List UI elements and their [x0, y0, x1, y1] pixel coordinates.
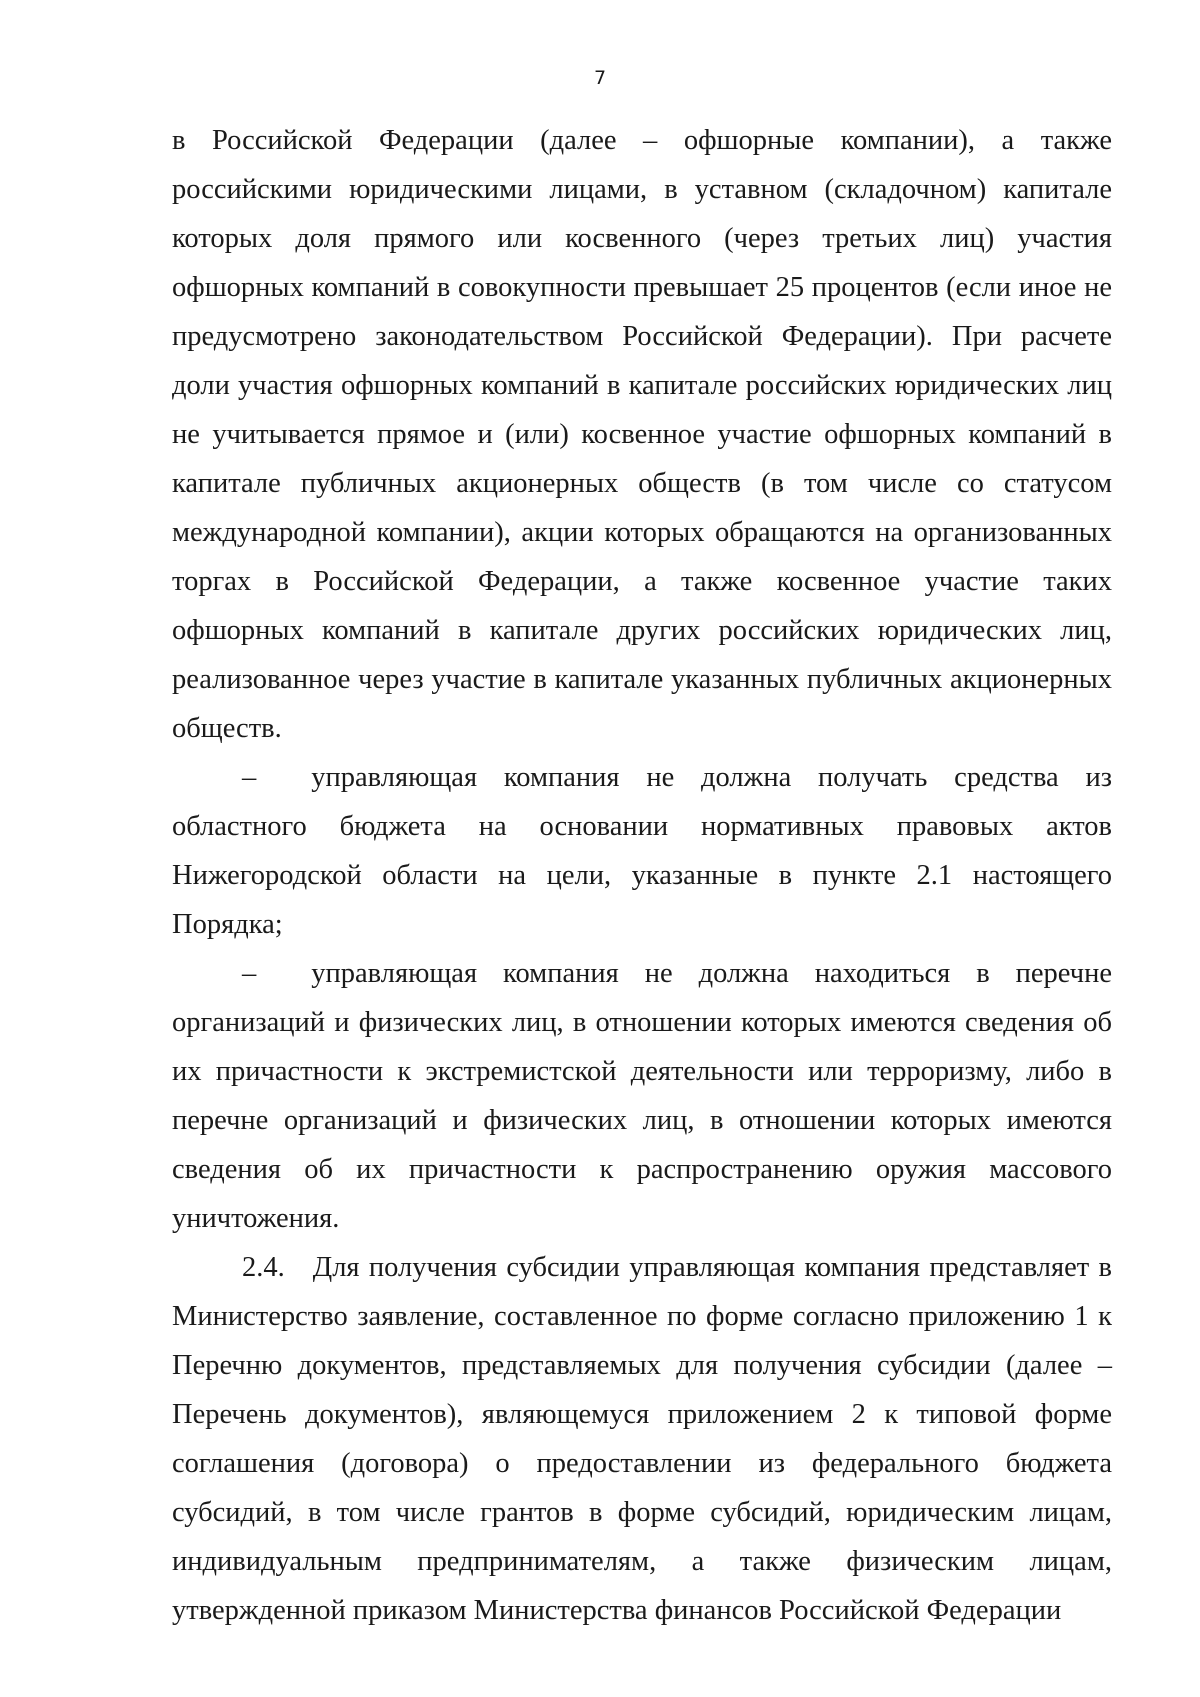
dash-marker: –: [242, 958, 257, 989]
clause-number: 2.4.: [242, 1252, 285, 1283]
list-item-dash: [172, 949, 1112, 1243]
list-item-dash: [172, 753, 1112, 949]
clause-text: Для получения субсидии управляющая компания представляет в Министерство заявление, составленное по форме согласно приложению 1 к Перечню документов, представляемых для получения субсидии (далее – Перечень документов), являющемуся приложением 2 к типовой форме соглашения (договора) о предоставлении из федерального бюджета субсидий, в том числе грантов в форме субсидий, юридическим лицам, индивидуальным предпринимателям, а также физическим лицам, утвержденной приказом Министерства финансов Российской Федерации: [172, 1252, 1112, 1626]
list-item-text: управляющая компания не должна находиться в перечне организаций и физических лиц, в отношении которых имеются сведения об их причастности к экстремистской деятельности или терроризму, либо в перечне организаций и физических лиц, в отношении которых имеются сведения об их причастности к распространению оружия массового уничтожения.: [172, 958, 1112, 1234]
numbered-clause: [172, 1243, 1112, 1635]
list-item-text: управляющая компания не должна получать средства из областного бюджета на основании нормативных правовых актов Нижегородской области на цели, указанные в пункте 2.1 настоящего Порядка;: [172, 762, 1112, 940]
dash-marker: –: [242, 762, 257, 793]
page-number: 7: [593, 67, 607, 89]
paragraph-text: в Российской Федерации (далее – офшорные компании), а также российскими юридическими лицами, в уставном (складочном) капитале которых доля прямого или косвенного (через третьих лиц) участия офшорных компаний в совокупности превышает 25 процентов (если иное не предусмотрено законодательством Российской Федерации). При расчете доли участия офшорных компаний в капитале российских юридических лиц не учитывается прямое и (или) косвенное участие офшорных компаний в капитале публичных акционерных обществ (в том числе со статусом международной компании), акции которых обращаются на организованных торгах в Российской Федерации, а также косвенное участие таких офшорных компаний в капитале других российских юридических лиц, реализованное через участие в капитале указанных публичных акционерных обществ.: [172, 125, 1112, 744]
paragraph-continuation: [172, 116, 1112, 753]
document-body: [172, 116, 1112, 1635]
